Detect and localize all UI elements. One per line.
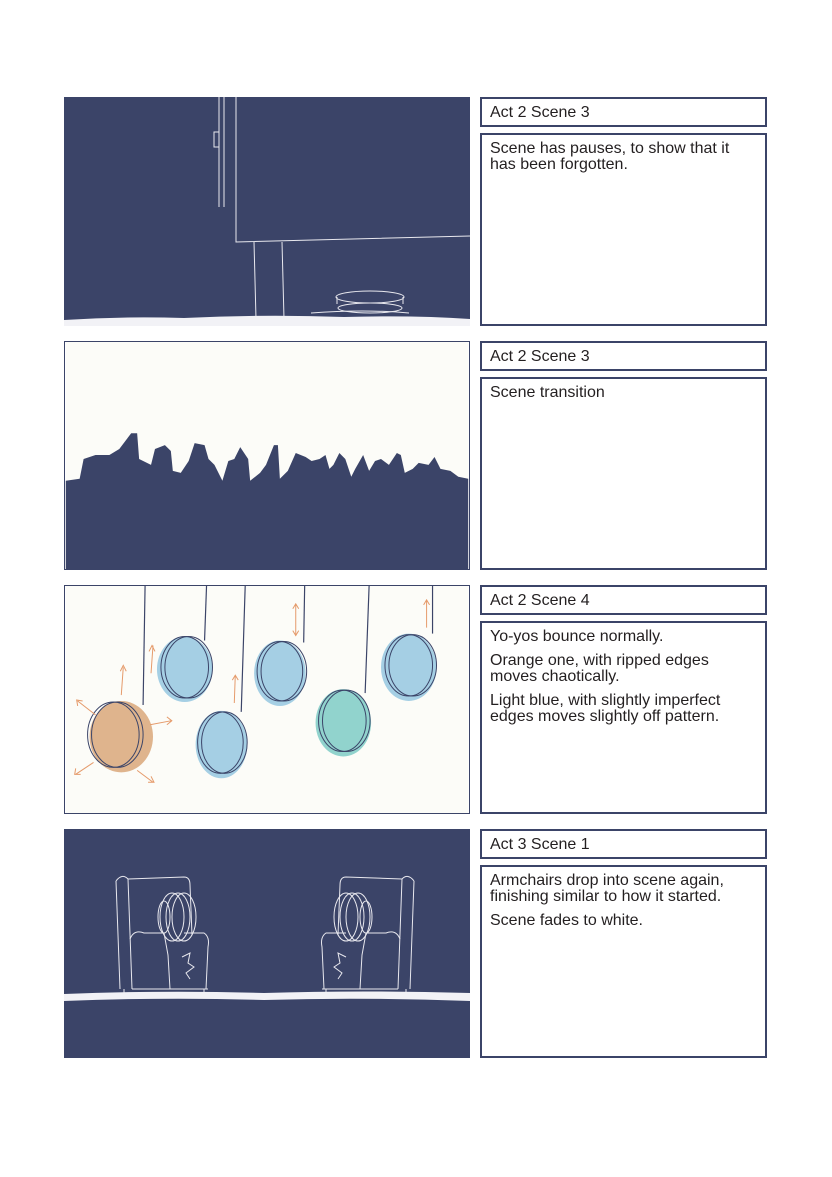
scene-note: Scene fades to white. <box>490 912 643 929</box>
storyboard-frame-2 <box>64 341 470 570</box>
scene-title: Act 3 Scene 1 <box>480 829 767 859</box>
scene-title: Act 2 Scene 3 <box>480 97 767 127</box>
scene-note: Scene has pauses, to show that it has been forgotten. <box>490 140 730 173</box>
scene-illustration-table-yoyo <box>64 97 470 326</box>
scene-note: Orange one, with ripped edges moves chaotically. <box>490 652 709 685</box>
scene-notes <box>480 865 767 1058</box>
storyboard-frame-4 <box>64 829 470 1058</box>
scene-notes <box>480 621 767 814</box>
blue-yoyo-1 <box>157 637 213 702</box>
scene-illustration-armchairs <box>64 829 470 1058</box>
scene-note: Scene transition <box>490 384 605 401</box>
scene-notes <box>480 133 767 326</box>
scene-note: Yo-yos bounce normally. <box>490 628 664 645</box>
blue-yoyo-4 <box>196 711 248 778</box>
blue-yoyo-3 <box>381 634 437 701</box>
scene-illustration-yoyos <box>65 586 469 813</box>
scene-notes <box>480 377 767 570</box>
scene-note: Light blue, with slightly imperfect edges moves slightly off pattern. <box>490 692 721 725</box>
scene-note: Armchairs drop into scene again, finishing similar to how it started. <box>490 872 724 905</box>
scene-illustration-transition <box>65 342 469 569</box>
scene-title: Act 2 Scene 3 <box>480 341 767 371</box>
teal-yoyo <box>316 689 372 756</box>
storyboard-frame-3 <box>64 585 470 814</box>
storyboard-frame-1 <box>64 97 470 326</box>
scene-title: Act 2 Scene 4 <box>480 585 767 615</box>
